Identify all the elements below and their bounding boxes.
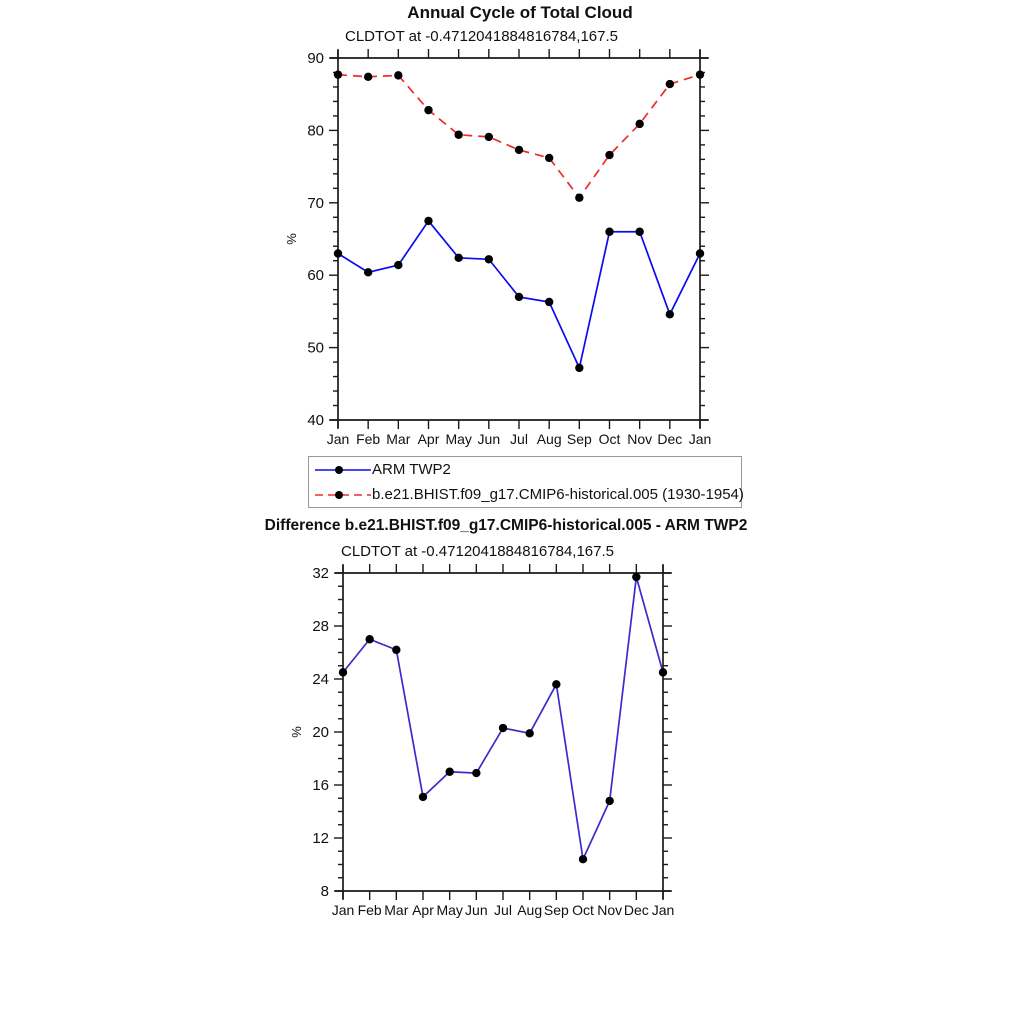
- data-point-marker: [472, 769, 480, 777]
- svg-text:Nov: Nov: [627, 431, 653, 447]
- data-point-marker: [419, 793, 427, 801]
- data-point-marker: [525, 729, 533, 737]
- svg-text:Aug: Aug: [536, 431, 562, 447]
- difference-chart-subtitle: CLDTOT at -0.4712041884816784,167.5: [341, 543, 614, 560]
- data-point-marker: [392, 646, 400, 654]
- svg-text:May: May: [436, 902, 463, 918]
- legend-line-sample-dashed: [314, 489, 372, 501]
- svg-text:32: 32: [312, 565, 329, 582]
- data-point-marker: [575, 364, 583, 372]
- legend-marker-dot-icon: [335, 466, 343, 474]
- svg-text:Jan: Jan: [326, 431, 350, 447]
- svg-text:16: 16: [312, 777, 329, 794]
- svg-text:Aug: Aug: [517, 902, 543, 918]
- legend: [308, 456, 742, 508]
- legend-item-model: [314, 482, 744, 507]
- top-chart-subtitle: CLDTOT at -0.4712041884816784,167.5: [345, 28, 618, 45]
- svg-text:12: 12: [312, 830, 329, 847]
- svg-text:Apr: Apr: [412, 902, 434, 918]
- data-point-marker: [696, 249, 704, 257]
- svg-text:Oct: Oct: [572, 902, 594, 918]
- svg-text:Jul: Jul: [494, 902, 512, 918]
- series-line-0-1: [338, 75, 700, 198]
- svg-text:90: 90: [307, 50, 324, 67]
- top-chart-plot: [270, 48, 762, 450]
- legend-marker-dot-icon: [335, 491, 343, 499]
- data-point-marker: [454, 131, 462, 139]
- svg-text:Oct: Oct: [598, 431, 621, 447]
- svg-text:Feb: Feb: [357, 902, 382, 918]
- data-point-marker: [394, 261, 402, 269]
- svg-text:28: 28: [312, 618, 329, 635]
- data-point-marker: [575, 194, 583, 202]
- data-point-marker: [605, 228, 613, 236]
- svg-text:70: 70: [307, 194, 324, 212]
- svg-text:Feb: Feb: [356, 431, 381, 447]
- data-point-marker: [579, 855, 587, 863]
- legend-label-model: b.e21.BHIST.f09_g17.CMIP6-historical.005 (1930-1954): [372, 486, 744, 503]
- svg-text:20: 20: [312, 724, 329, 741]
- data-point-marker: [499, 724, 507, 732]
- svg-text:May: May: [445, 431, 472, 447]
- svg-text:Mar: Mar: [384, 902, 409, 918]
- data-point-marker: [515, 293, 523, 301]
- data-point-marker: [454, 254, 462, 262]
- svg-text:Jun: Jun: [477, 431, 501, 447]
- data-point-marker: [424, 106, 432, 114]
- svg-text:%: %: [284, 233, 299, 245]
- data-point-marker: [605, 151, 613, 159]
- difference-chart-title: Difference b.e21.BHIST.f09_g17.CMIP6-historical.005 - ARM TWP2: [264, 517, 748, 534]
- svg-text:50: 50: [307, 339, 324, 357]
- svg-text:Jun: Jun: [465, 902, 488, 918]
- data-point-marker: [424, 217, 432, 225]
- data-point-marker: [334, 70, 342, 78]
- data-point-marker: [364, 268, 372, 276]
- svg-text:24: 24: [312, 671, 329, 688]
- data-point-marker: [485, 255, 493, 263]
- data-point-marker: [605, 797, 613, 805]
- data-point-marker: [666, 310, 674, 318]
- svg-text:%: %: [289, 726, 304, 738]
- svg-text:Jan: Jan: [688, 431, 712, 447]
- svg-text:Sep: Sep: [543, 902, 569, 918]
- data-point-marker: [515, 146, 523, 154]
- data-point-marker: [635, 120, 643, 128]
- data-point-marker: [334, 249, 342, 257]
- data-point-marker: [552, 680, 560, 688]
- series-line-1-0: [343, 577, 663, 859]
- legend-line-sample-solid: [314, 464, 372, 476]
- data-point-marker: [632, 573, 640, 581]
- svg-text:Mar: Mar: [386, 431, 411, 447]
- svg-text:60: 60: [307, 267, 324, 285]
- svg-text:Jul: Jul: [510, 431, 528, 447]
- data-point-marker: [666, 80, 674, 88]
- svg-text:Nov: Nov: [597, 902, 623, 918]
- top-chart-title: Annual Cycle of Total Cloud: [407, 3, 633, 22]
- data-point-marker: [365, 635, 373, 643]
- svg-text:Jan: Jan: [651, 902, 675, 918]
- svg-text:80: 80: [307, 122, 324, 140]
- data-point-marker: [696, 70, 704, 78]
- data-point-marker: [445, 768, 453, 776]
- data-point-marker: [364, 73, 372, 81]
- svg-text:Sep: Sep: [566, 431, 592, 447]
- legend-label-arm-twp2: ARM TWP2: [372, 461, 451, 478]
- data-point-marker: [635, 228, 643, 236]
- svg-text:8: 8: [320, 883, 329, 900]
- data-point-marker: [545, 154, 553, 162]
- svg-text:Apr: Apr: [417, 431, 440, 447]
- data-point-marker: [394, 71, 402, 79]
- svg-text:Dec: Dec: [623, 902, 649, 918]
- svg-text:Jan: Jan: [331, 902, 355, 918]
- legend-item-arm-twp2: [314, 457, 741, 482]
- data-point-marker: [659, 668, 667, 676]
- svg-text:Dec: Dec: [657, 431, 683, 447]
- data-point-marker: [545, 298, 553, 306]
- difference-chart-plot: [275, 558, 730, 925]
- data-point-marker: [485, 133, 493, 141]
- svg-text:40: 40: [307, 412, 324, 429]
- data-point-marker: [339, 668, 347, 676]
